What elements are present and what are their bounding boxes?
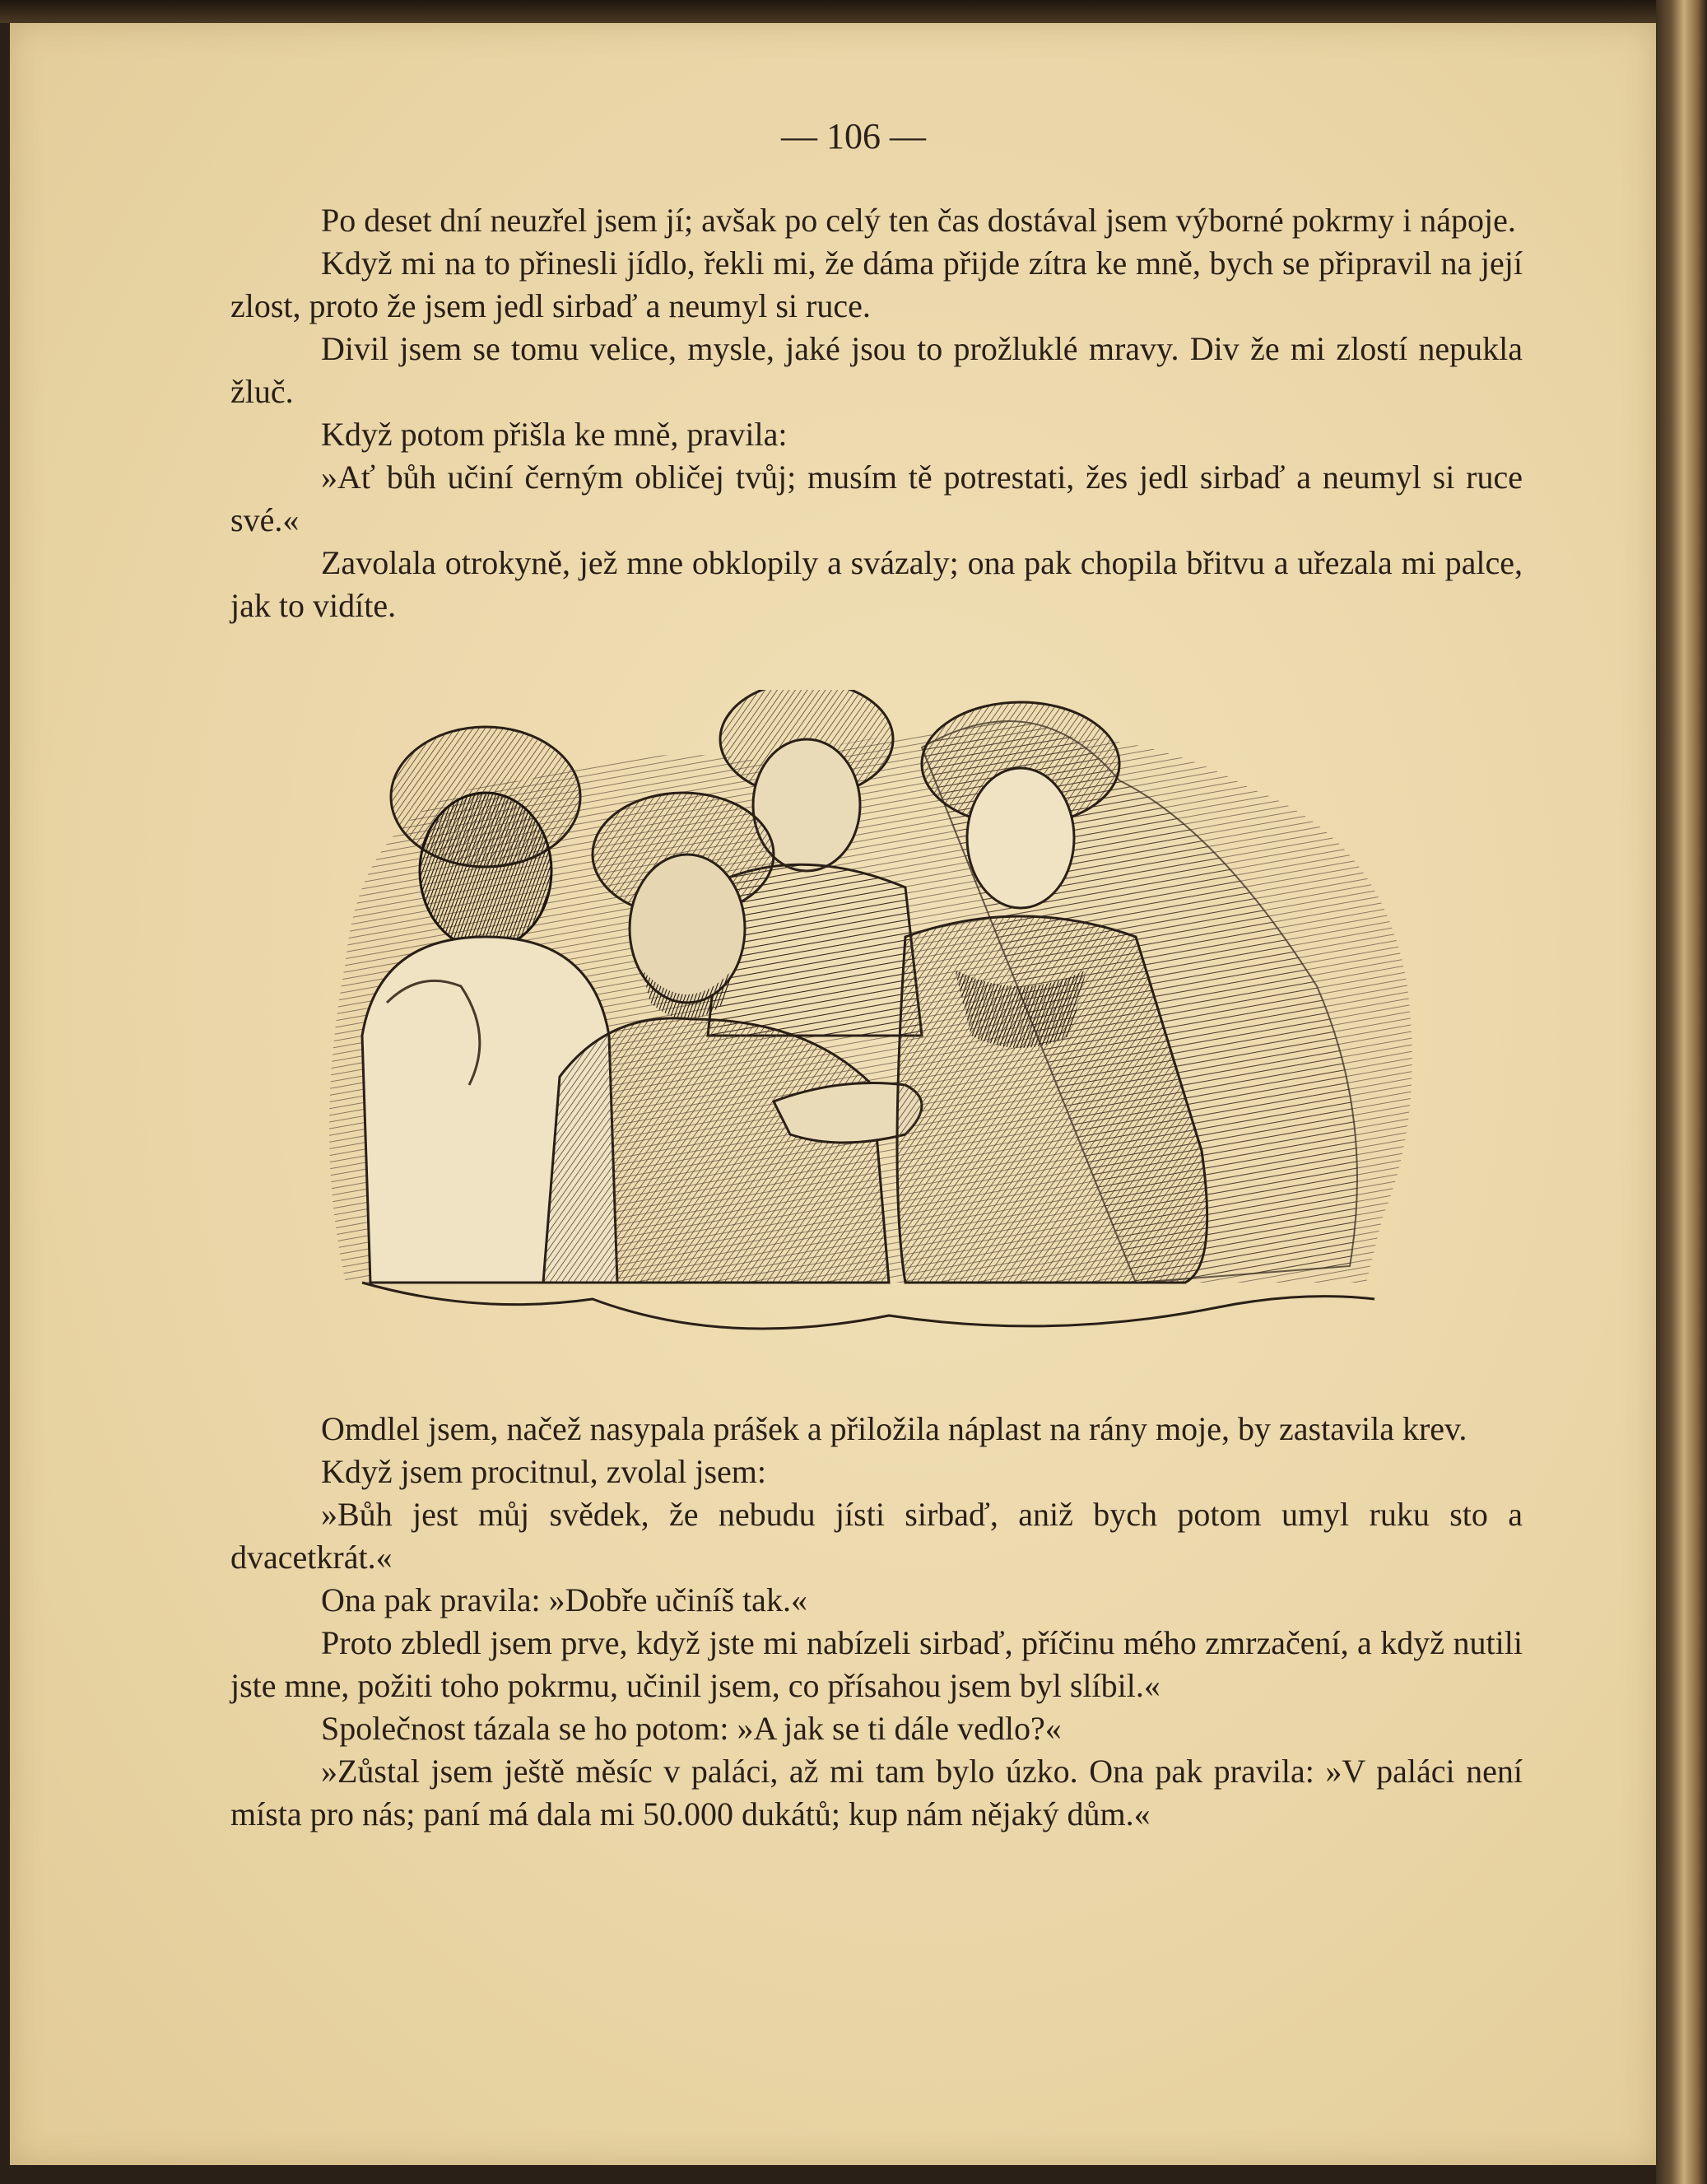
paragraph: »Ať bůh učiní černým obličej tvůj; musím tě potrestati, žes jedl sirbaď a neumyl si ruce své.« [230,459,1523,538]
text-block-top [230,199,1523,627]
paragraph: Když jsem procitnul, zvolal jsem: [321,1453,766,1490]
engraving-illustration [313,690,1449,1373]
paragraph: Omdlel jsem, načež nasypala prášek a přiložila náplast na rány moje, by zastavila krev. [321,1410,1467,1447]
paragraph: »Zůstal jsem ještě měsíc v paláci, až mi tam bylo úzko. Ona pak pravila: »V paláci není místa pro nás; paní má dala mi 50.000 dukátů; kup nám nějaký dům.« [230,1753,1523,1832]
paragraph: Ona pak pravila: »Dobře učiníš tak.« [321,1581,807,1618]
page-number: — 106 — [781,116,926,156]
figure-right-lady [897,702,1357,1283]
scan-top-edge [0,0,1707,23]
text-block-bottom [230,1408,1523,1836]
paragraph: Společnost tázala se ho potom: »A jak se ti dále vedlo?« [321,1710,1062,1747]
paragraph: Zavolala otrokyně, jež mne obklopily a svázaly; ona pak chopila břitvu a uřezala mi palce, jak to vidíte. [230,544,1523,624]
paragraph: Když mi na to přinesli jídlo, řekli mi, že dáma přijde zítra ke mně, bych se připravil na její zlost, proto že jsem jedl sirbaď a neumyl si ruce. [230,244,1523,324]
paragraph: Proto zbledl jsem prve, když jste mi nabízeli sirbaď, příčinu mého zmrzačení, a když nutili jste mne, požiti toho pokrmu, učinil jsem, co přísahou jsem byl slíbil.« [230,1624,1523,1704]
book-spine-edge [1656,0,1707,2184]
paragraph: Divil jsem se tomu velice, mysle, jaké jsou to prožluklé mravy. Div že mi zlostí nepukla žluč. [230,330,1523,410]
paragraph: »Bůh jest můj svědek, že nebudu jísti sirbaď, aniž bych potom umyl ruku sto a dvacetkrát.« [230,1496,1523,1576]
paragraph: Když potom přišla ke mně, pravila: [321,416,788,453]
paragraph: Po deset dní neuzřel jsem jí; avšak po celý ten čas dostával jsem výborné pokrmy i nápoje. [321,202,1516,239]
